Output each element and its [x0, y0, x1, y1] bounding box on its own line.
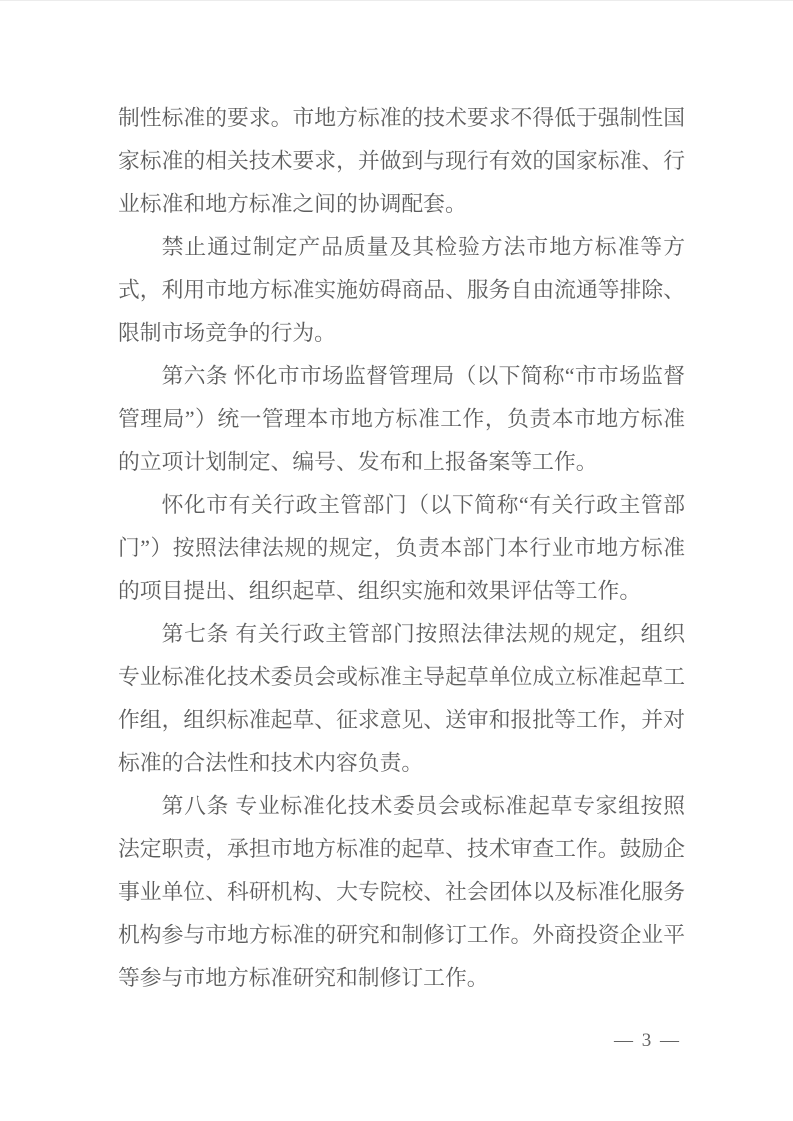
paragraph-article-7: 第七条 有关行政主管部门按照法律法规的规定，组织专业标准化技术委员会或标准主导起草单位成立标准起草工作组，组织标准起草、征求意见、送审和报批等工作，并对标准的合法性和技术内容负责。	[118, 622, 685, 775]
paragraph-continuation: 制性标准的要求。市地方标准的技术要求不得低于强制性国家标准的相关技术要求，并做到与现行有效的国家标准、行业标准和地方标准之间的协调配套。	[118, 106, 685, 216]
paragraph: 怀化市有关行政主管部门（以下简称“有关行政主管部门”）按照法律法规的规定，负责本部门本行业市地方标准的项目提出、组织起草、组织实施和效果评估等工作。	[118, 493, 685, 603]
paragraph: 禁止通过制定产品质量及其检验方法市地方标准等方式，利用市地方标准实施妨碍商品、服务自由流通等排除、限制市场竞争的行为。	[118, 235, 685, 345]
page-number: — 3 —	[614, 1030, 681, 1051]
paragraph-article-8: 第八条 专业标准化技术委员会或标准起草专家组按照法定职责，承担市地方标准的起草、技术审查工作。鼓励企事业单位、科研机构、大专院校、社会团体以及标准化服务机构参与市地方标准的研究和制修订工作。外商投资企业平等参与市地方标准研究和制修订工作。	[118, 794, 685, 990]
paragraph-article-6: 第六条 怀化市市场监督管理局（以下简称“市市场监督管理局”）统一管理本市地方标准工作，负责本市地方标准的立项计划制定、编号、发布和上报备案等工作。	[118, 364, 685, 474]
document-body	[118, 97, 685, 1000]
